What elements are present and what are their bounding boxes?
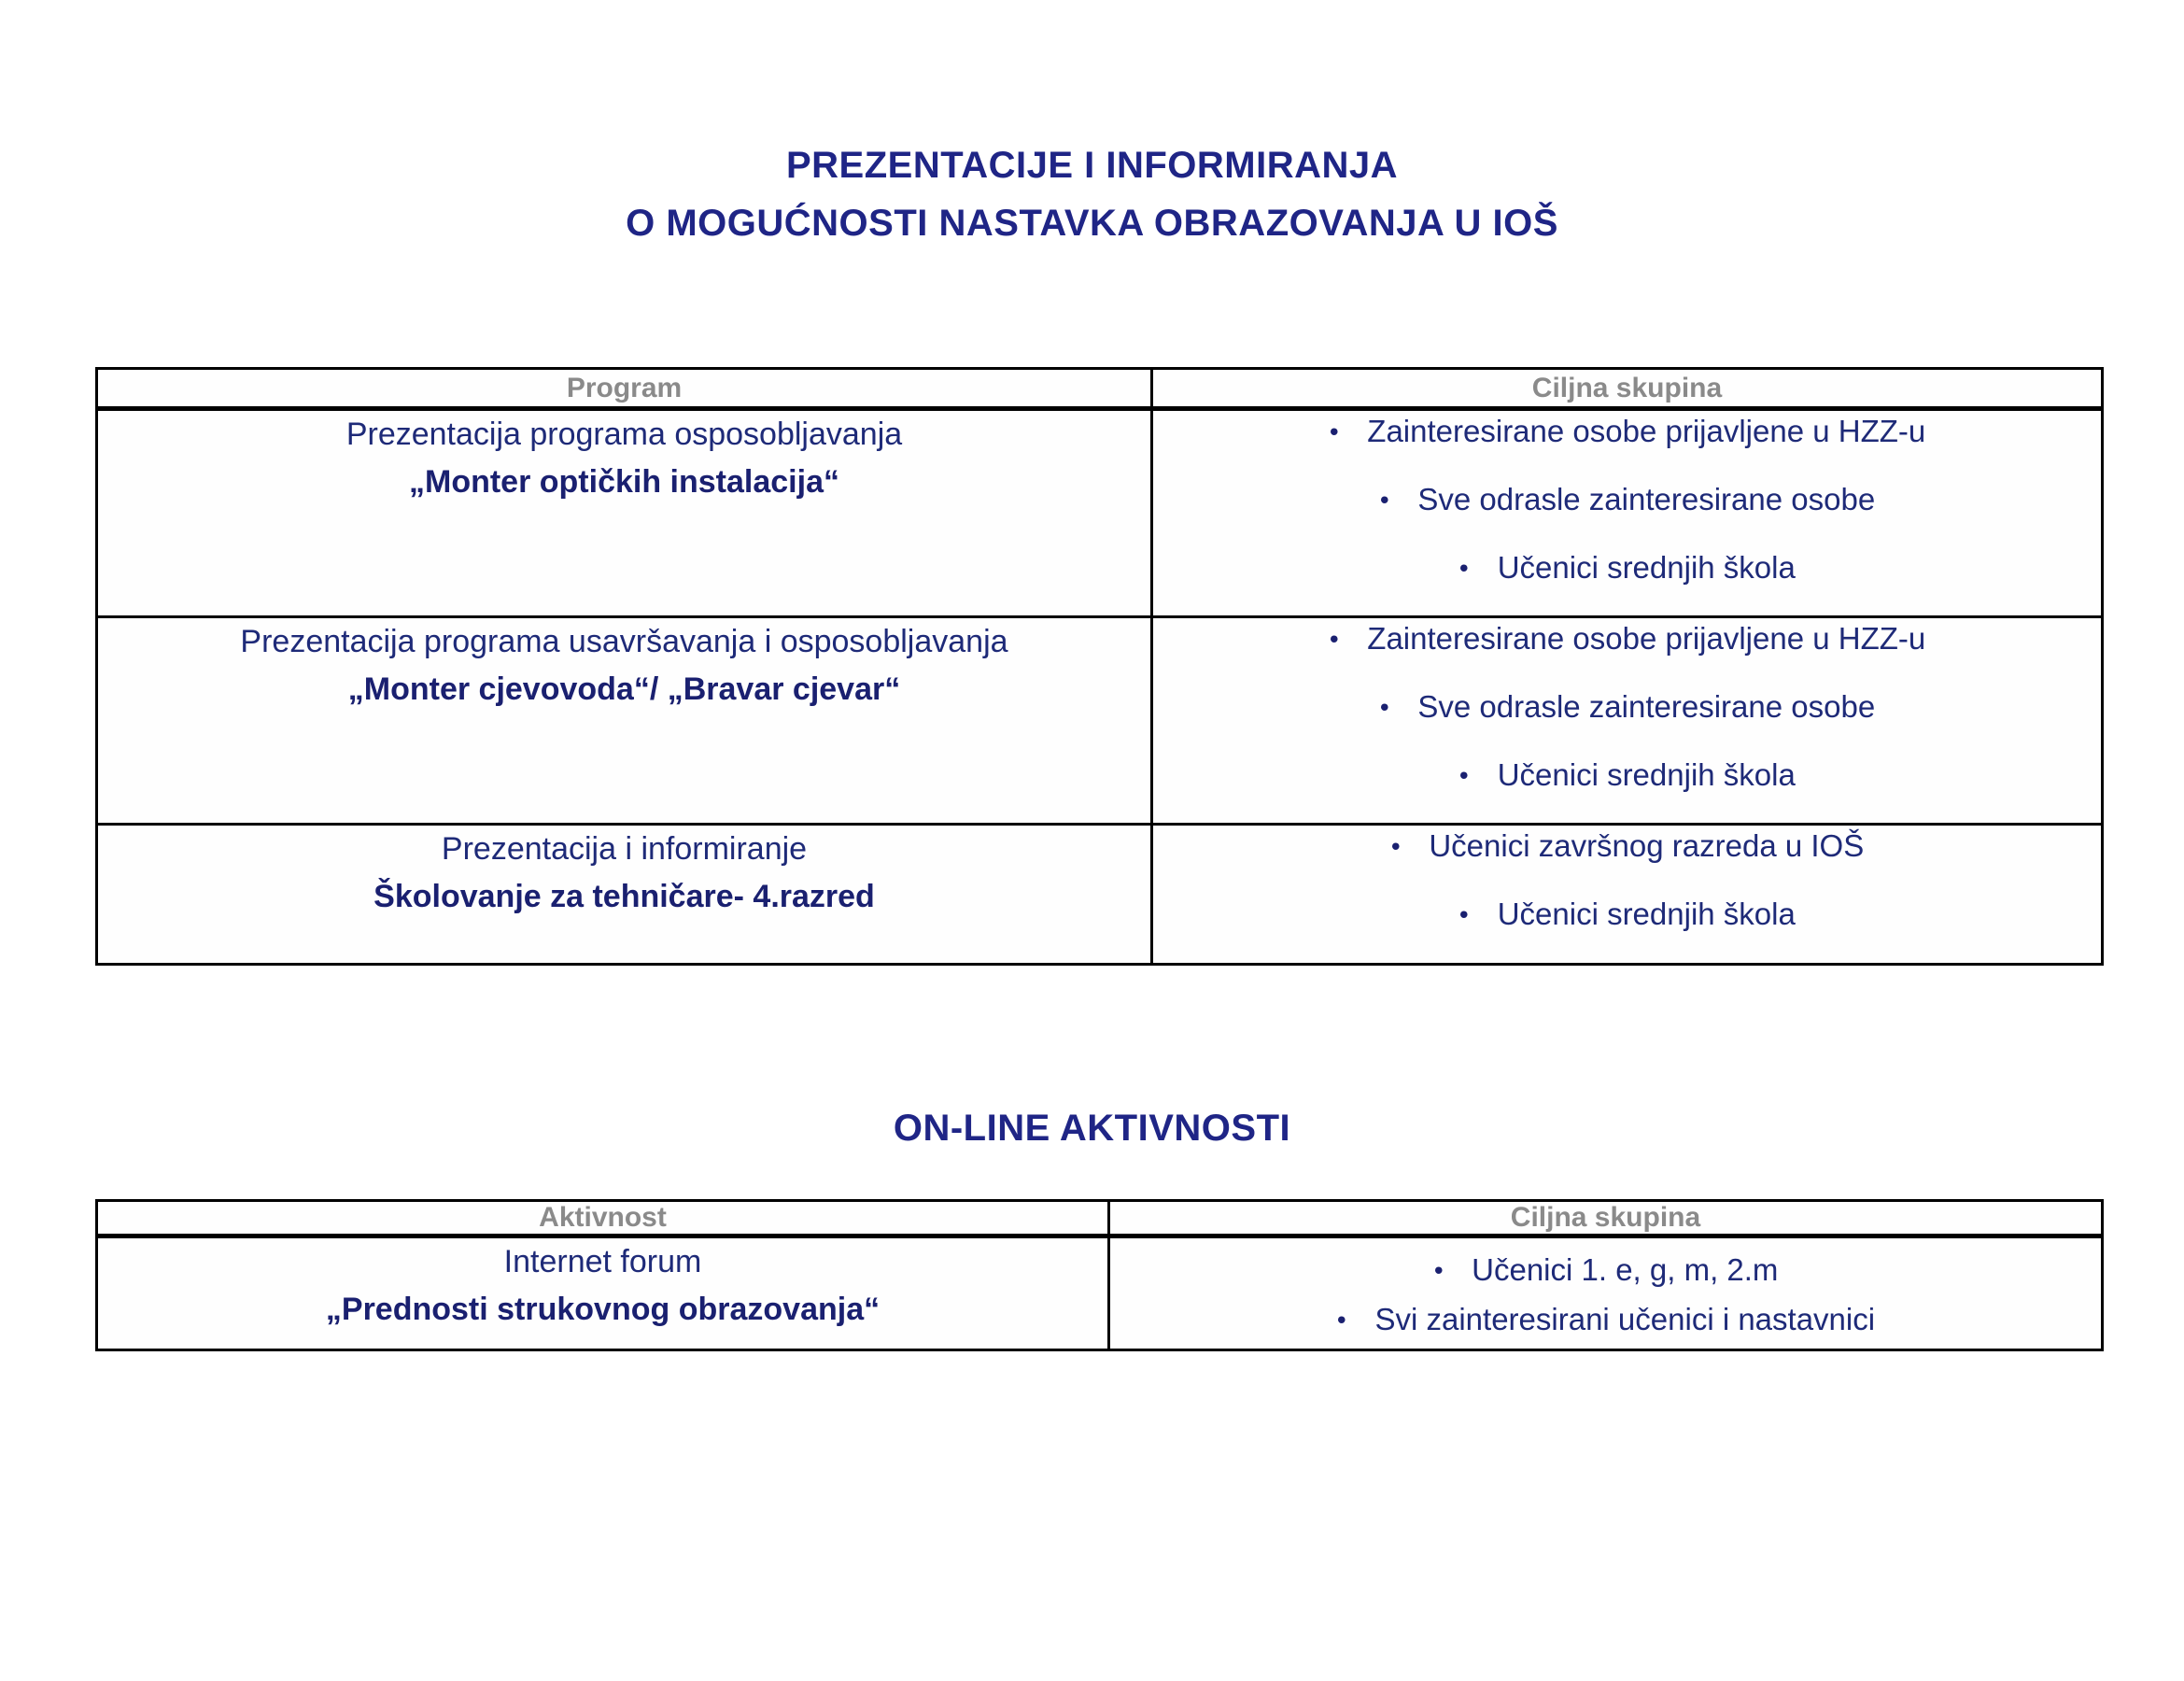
program-name: Školovanje za tehničare- 4.razred	[373, 879, 875, 914]
target-group-item	[1153, 547, 2101, 588]
document-page	[0, 136, 2184, 1681]
target-group-item	[1110, 1299, 2101, 1340]
column-header-activity: Aktivnost	[97, 1201, 1109, 1236]
target-group-item	[1153, 894, 2101, 935]
document-title-line-1: PREZENTACIJE I INFORMIRANJA	[785, 145, 1399, 186]
bullet-icon: •	[1459, 552, 1469, 583]
program-name: „Monter cjevovoda“/ „Bravar cjevar“	[347, 671, 901, 707]
bullet-icon: •	[1329, 416, 1339, 446]
target-group-item	[1110, 1250, 2101, 1291]
target-group-item	[1153, 755, 2101, 796]
online-activities-title: ON-LINE AKTIVNOSTI	[893, 1108, 1291, 1149]
column-header-target-group: Ciljna skupina	[1152, 369, 2103, 409]
target-group-cell	[1109, 1236, 2103, 1350]
target-group-text: Učenici srednjih škola	[1497, 757, 1796, 792]
bullet-icon: •	[1459, 759, 1469, 790]
activity-name: „Prednosti strukovnog obrazovanja“	[325, 1292, 881, 1327]
target-group-cell	[1152, 409, 2103, 617]
bullet-icon: •	[1336, 1304, 1346, 1335]
program-description: Prezentacija programa osposobljavanja	[345, 417, 903, 452]
target-group-item	[1153, 479, 2101, 520]
program-name: „Monter optičkih instalacija“	[409, 464, 839, 500]
target-group-text: Učenici završnog razreda u IOŠ	[1429, 828, 1865, 863]
target-group-text: Zainteresirane osobe prijavljene u HZZ-u	[1367, 621, 1926, 656]
bullet-icon: •	[1433, 1254, 1444, 1285]
document-title	[0, 136, 2184, 252]
column-header-program: Program	[97, 369, 1152, 409]
target-group-cell	[1152, 617, 2103, 825]
target-group-text: Učenici 1. e, g, m, 2.m	[1472, 1252, 1779, 1287]
bullet-icon: •	[1459, 898, 1469, 929]
document-title-line-2: O MOGUĆNOSTI NASTAVKA OBRAZOVANJA U IOŠ	[626, 203, 1558, 244]
activity-description: Internet forum	[503, 1244, 702, 1279]
bullet-icon: •	[1379, 484, 1389, 515]
program-description: Prezentacija i informiranje	[441, 831, 808, 867]
activity-cell	[97, 1236, 1109, 1350]
presentations-table	[95, 367, 2104, 966]
table-header-row	[97, 369, 2103, 409]
table-row	[97, 1236, 2103, 1350]
bullet-icon: •	[1329, 623, 1339, 654]
bullet-icon: •	[1379, 691, 1389, 722]
target-group-text: Zainteresirane osobe prijavljene u HZZ-u	[1367, 414, 1926, 448]
target-group-item	[1153, 826, 2101, 867]
target-group-text: Sve odrasle zainteresirane osobe	[1417, 689, 1876, 724]
target-group-item	[1153, 618, 2101, 659]
column-header-target-group: Ciljna skupina	[1109, 1201, 2103, 1236]
program-description: Prezentacija programa usavršavanja i osposobljavanja	[240, 624, 1008, 659]
target-group-item	[1153, 411, 2101, 452]
table-row	[97, 409, 2103, 617]
table-header-row	[97, 1201, 2103, 1236]
program-cell	[97, 617, 1152, 825]
program-cell	[97, 409, 1152, 617]
program-cell	[97, 825, 1152, 965]
target-group-text: Učenici srednjih škola	[1497, 550, 1796, 585]
bullet-icon: •	[1390, 830, 1401, 861]
target-group-text: Učenici srednjih škola	[1497, 897, 1796, 931]
target-group-cell	[1152, 825, 2103, 965]
table-row	[97, 617, 2103, 825]
online-activities-table	[95, 1199, 2104, 1351]
table-row	[97, 825, 2103, 965]
target-group-item	[1153, 686, 2101, 727]
target-group-text: Svi zainteresirani učenici i nastavnici	[1374, 1302, 1876, 1336]
target-group-text: Sve odrasle zainteresirane osobe	[1417, 482, 1876, 516]
